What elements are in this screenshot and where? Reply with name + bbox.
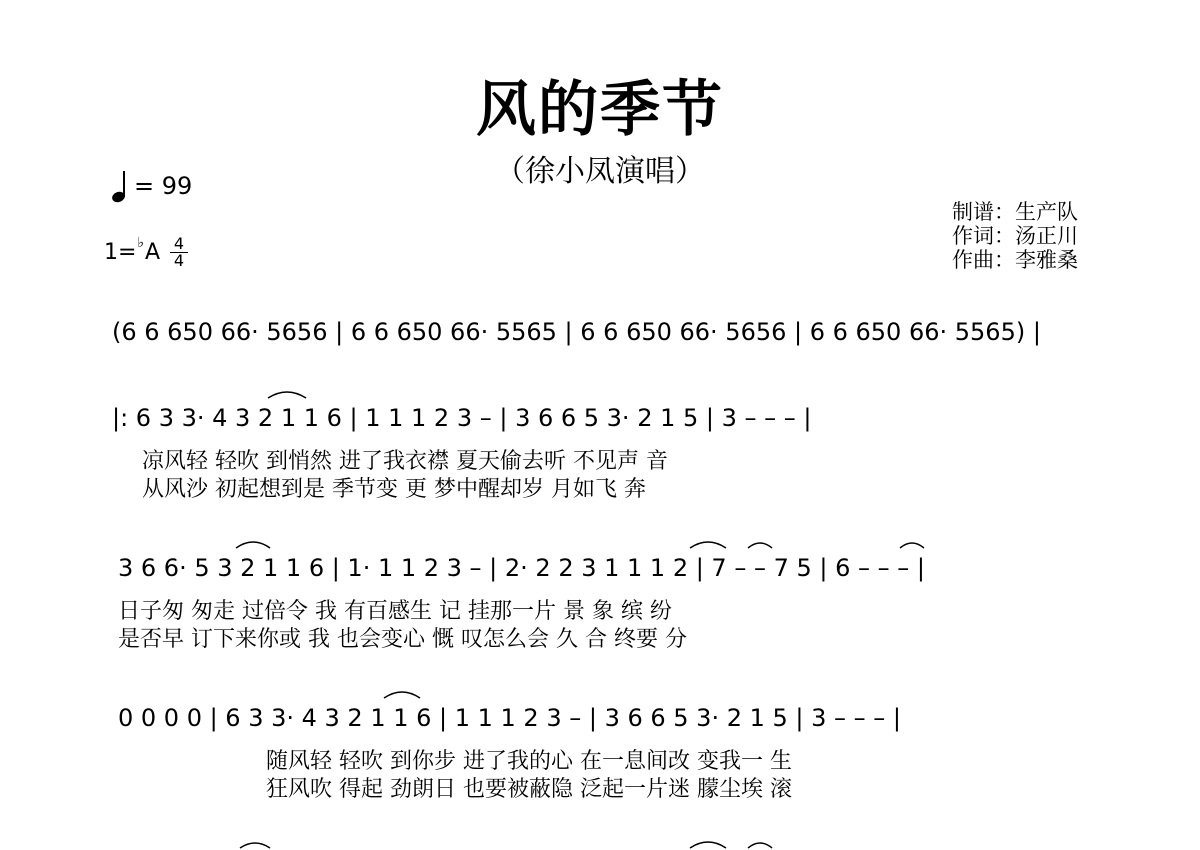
lyrics-verse-1: 凉风轻 轻吹 到悄然 进了我衣襟 夏天偷去听 不见声 音 bbox=[142, 449, 668, 474]
tempo-value: = 99 bbox=[134, 172, 193, 200]
meter-top: 4 bbox=[170, 236, 188, 253]
song-title: 风的季节 bbox=[476, 75, 724, 145]
flat-icon: ♭ bbox=[137, 235, 145, 251]
notation-line: 0 0 0 0 | 6 3 3· 4 3 2 1 1 6 | 1 1 1 2 3 – | 3 6 6 5 3· 2 1 5 | 3 – – – | bbox=[118, 704, 901, 732]
key-note: A bbox=[145, 240, 161, 265]
lyrics-verse-1: 日子匆 匆走 过倍令 我 有百感生 记 挂那一片 景 象 缤 纷 bbox=[118, 599, 672, 624]
notation-line: (6 6 650 66· 5656 | 6 6 650 66· 5565 | 6 6 650 66· 5656 | 6 6 650 66· 5565) | bbox=[112, 318, 1041, 346]
lyrics-verse-2: 是否早 订下来你或 我 也会变心 慨 叹怎么会 久 合 终要 分 bbox=[118, 627, 687, 652]
credit-lyricist: 作词：汤正川 bbox=[952, 224, 1078, 248]
lyrics-verse-1: 随风轻 轻吹 到你步 进了我的心 在一息间改 变我一 生 bbox=[266, 749, 792, 774]
notation-line: |: 6 3 3· 4 3 2 1 1 6 | 1 1 1 2 3 – | 3 6 6 5 3· 2 1 5 | 3 – – – | bbox=[112, 404, 812, 432]
credit-composer: 作曲：李雅桑 bbox=[952, 248, 1078, 272]
key-prefix: 1= bbox=[104, 240, 137, 265]
meter-bottom: 4 bbox=[173, 251, 185, 270]
song-subtitle: （徐小凤演唱） bbox=[495, 154, 705, 189]
lyrics-verse-2: 从风沙 初起想到是 季节变 更 梦中醒却岁 月如飞 奔 bbox=[142, 477, 646, 502]
notation-line: 3 6 6· 5 3 2 1 1 6 | 1· 1 1 2 3 – | 2· 2 2 3 1 1 1 2 | 7 – – 7 5 | 6 – – – | bbox=[118, 554, 925, 582]
credit-arranger: 制谱：生产队 bbox=[952, 200, 1078, 224]
lyrics-verse-2: 狂风吹 得起 劲朗日 也要被蔽隐 泛起一片迷 朦尘埃 滚 bbox=[266, 777, 792, 802]
